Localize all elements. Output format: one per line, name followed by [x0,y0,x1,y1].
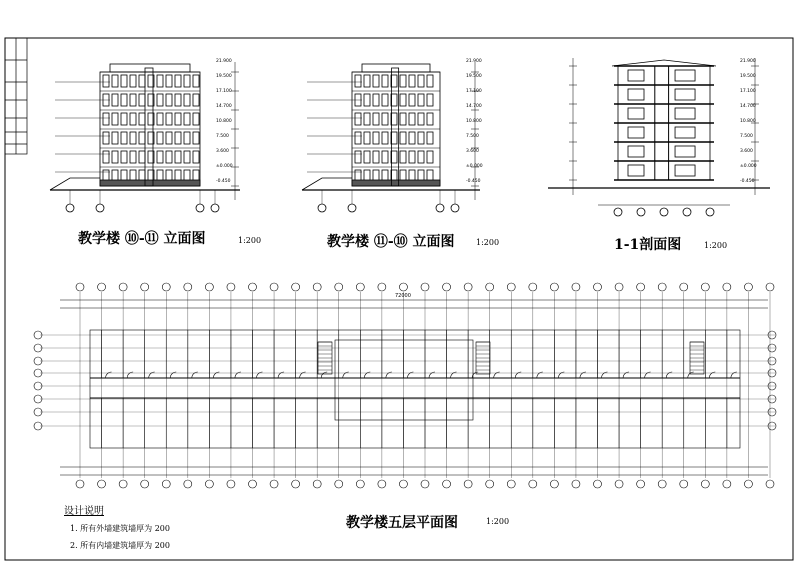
axis-bubble-top [98,283,106,291]
axis-bubble-bottom [356,480,364,488]
level-label: 17.100 [740,89,756,94]
window [184,75,190,87]
window [157,151,163,163]
window [409,113,415,125]
window [184,94,190,106]
window [112,75,118,87]
window [130,132,136,144]
design-notes-heading: 设计说明 [64,506,104,517]
window [427,94,433,106]
axis-bubble [348,204,356,212]
window [364,151,370,163]
section-title: 1-1剖面图 [614,237,682,253]
window [193,151,199,163]
axis-bubble-bottom [680,480,688,488]
axis-bubble-top [637,283,645,291]
axis-bubble [637,208,645,216]
level-label: 17.100 [216,89,232,94]
level-label: 19.500 [216,74,232,79]
axis-bubble-bottom [98,480,106,488]
axis-bubble-bottom [399,480,407,488]
level-label: 7.500 [740,134,753,139]
level-label: ±0.000 [216,164,233,169]
section-opening [628,146,644,157]
level-label: 19.500 [740,74,756,79]
axis-bubble-top [529,283,537,291]
axis-bubble-top [486,283,494,291]
window [112,113,118,125]
section-opening [628,165,644,176]
window [175,151,181,163]
axis-bubble-bottom [486,480,494,488]
axis-bubble-top [701,283,709,291]
floor-plan-scale: 1:200 [486,517,510,526]
axis-bubble-bottom [615,480,623,488]
window [130,94,136,106]
window [112,94,118,106]
window [166,94,172,106]
ramp [302,178,352,190]
window [373,75,379,87]
axis-bubble-bottom [744,480,752,488]
axis-bubble-bottom [378,480,386,488]
level-label: ±0.000 [466,164,483,169]
level-label: -0.450 [216,179,231,184]
window [409,151,415,163]
axis-bubble-bottom [637,480,645,488]
window [382,113,388,125]
axis-bubble [196,204,204,212]
axis-bubble-bottom [141,480,149,488]
section-scale: 1:200 [704,241,728,250]
level-label: 21.900 [740,59,756,64]
elevation-east-scale: 1:200 [238,236,262,245]
level-label: 3.600 [216,149,229,154]
axis-bubble-bottom [270,480,278,488]
axis-bubble [318,204,326,212]
window [175,75,181,87]
window [139,75,145,87]
window [166,151,172,163]
window [166,132,172,144]
window [103,132,109,144]
window [103,113,109,125]
window [418,94,424,106]
level-label: 19.500 [466,74,482,79]
axis-bubble-top [680,283,688,291]
elevation-east-drawing [50,62,240,212]
window [193,113,199,125]
axis-bubble-bottom [464,480,472,488]
level-label: ±0.000 [740,164,757,169]
window [382,94,388,106]
axis-bubble [614,208,622,216]
window [373,113,379,125]
window [355,75,361,87]
elevation-west-drawing [302,62,480,212]
window [139,132,145,144]
window [121,94,127,106]
section-opening [628,70,644,81]
stair-tower [392,68,399,186]
window [427,113,433,125]
window [418,113,424,125]
section-opening [675,146,695,157]
axis-bubble [96,204,104,212]
level-label: 3.600 [740,149,753,154]
window [427,75,433,87]
axis-bubble [436,204,444,212]
section-opening [628,108,644,119]
level-label: 10.800 [466,119,482,124]
axis-bubble-bottom [529,480,537,488]
axis-bubble-top [744,283,752,291]
window [193,94,199,106]
axis-bubble-top [507,283,515,291]
level-label: 14.700 [216,104,232,109]
floor-plan-title: 教学楼五层平面图 [346,515,458,531]
axis-bubble [66,204,74,212]
axis-bubble-top [292,283,300,291]
axis-bubble-top [270,283,278,291]
design-note-item: 2. 所有内墙建筑墙厚为 200 [70,541,170,550]
axis-bubble-top [249,283,257,291]
window [193,75,199,87]
window [130,113,136,125]
base-band [100,180,200,186]
axis-bubble-top [378,283,386,291]
axis-bubble-top [335,283,343,291]
window [409,94,415,106]
design-note-item: 1. 所有外墙建筑墙厚为 200 [70,524,170,533]
window [112,132,118,144]
axis-bubble-top [443,283,451,291]
window [364,75,370,87]
window [373,151,379,163]
title-block [5,38,27,154]
level-label: 10.800 [216,119,232,124]
axis-bubble-bottom [594,480,602,488]
axis-bubble-bottom [227,480,235,488]
axis-bubble-top [399,283,407,291]
axis-bubble-bottom [507,480,515,488]
window [400,151,406,163]
level-label: 7.500 [216,134,229,139]
section-opening [675,89,695,100]
window [355,151,361,163]
axis-bubble-bottom [572,480,580,488]
window [175,113,181,125]
window [373,132,379,144]
window [382,75,388,87]
axis-bubble-top [119,283,127,291]
axis-bubble-top [205,283,213,291]
window [418,151,424,163]
level-label: -0.450 [740,179,755,184]
window [364,113,370,125]
base-band [352,180,440,186]
floor-plan-drawing [34,283,776,488]
level-label: 10.800 [740,119,756,124]
axis-bubble-bottom [184,480,192,488]
window [184,151,190,163]
axis-bubble-top [464,283,472,291]
overall-dimension: 72000 [395,293,411,299]
axis-bubble-top [615,283,623,291]
window [121,151,127,163]
window [364,94,370,106]
window [157,94,163,106]
section-opening [628,89,644,100]
axis-bubble-bottom [292,480,300,488]
section-drawing [548,58,770,216]
window [184,113,190,125]
window [157,113,163,125]
axis-bubble-top [313,283,321,291]
window [121,132,127,144]
window [427,132,433,144]
window [166,75,172,87]
axis-bubble-bottom [723,480,731,488]
axis-bubble-bottom [443,480,451,488]
axis-bubble-top [766,283,774,291]
window [400,75,406,87]
plan-outer-wall [90,330,740,448]
axis-bubble-top [227,283,235,291]
roof-line [612,60,716,66]
window [157,132,163,144]
window [166,113,172,125]
window [175,132,181,144]
window [418,75,424,87]
ramp [50,178,100,190]
window [382,151,388,163]
window [373,94,379,106]
window [409,132,415,144]
level-label: 17.100 [466,89,482,94]
window [157,75,163,87]
axis-bubble-top [421,283,429,291]
axis-bubble-top [356,283,364,291]
axis-bubble-top [162,283,170,291]
axis-bubble-top [594,283,602,291]
window [112,151,118,163]
axis-bubble-top [141,283,149,291]
axis-bubble-top [550,283,558,291]
level-label: 3.600 [466,149,479,154]
window [409,75,415,87]
window [364,132,370,144]
window [382,132,388,144]
axis-bubble-bottom [162,480,170,488]
window [427,151,433,163]
section-opening [675,108,695,119]
stair-tower [145,68,153,186]
axis-bubble-bottom [313,480,321,488]
window [175,94,181,106]
axis-bubble [706,208,714,216]
axis-bubble-bottom [205,480,213,488]
level-label: 14.700 [740,104,756,109]
section-opening [675,127,695,138]
window [130,151,136,163]
axis-bubble-bottom [658,480,666,488]
window [418,132,424,144]
window [355,113,361,125]
axis-bubble-top [572,283,580,291]
window [400,113,406,125]
level-label: 14.700 [466,104,482,109]
window [400,94,406,106]
elevation-level-labels [216,58,757,299]
elevation-east-title: 教学楼 ⑩-⑪ 立面图 [78,231,206,247]
elevation-west-scale: 1:200 [476,238,500,247]
axis-bubble-bottom [550,480,558,488]
axis-bubble-bottom [766,480,774,488]
axis-bubble-bottom [76,480,84,488]
window [139,94,145,106]
axis-bubble-top [184,283,192,291]
section-opening [628,127,644,138]
window [139,113,145,125]
level-label: 21.900 [216,59,232,64]
window [355,132,361,144]
section-opening [675,165,695,176]
level-label: -0.450 [466,179,481,184]
central-hall [335,340,473,420]
section-opening [675,70,695,81]
axis-bubble-top [723,283,731,291]
window [103,75,109,87]
axis-bubble-top [76,283,84,291]
window [103,151,109,163]
window [130,75,136,87]
window [121,113,127,125]
axis-bubble-bottom [119,480,127,488]
axis-bubble-bottom [249,480,257,488]
elevation-west-title: 教学楼 ⑪-⑩ 立面图 [327,234,455,250]
axis-bubble [451,204,459,212]
axis-bubble-bottom [421,480,429,488]
axis-bubble [683,208,691,216]
window [193,132,199,144]
window [184,132,190,144]
axis-bubble-bottom [701,480,709,488]
level-label: 21.900 [466,59,482,64]
axis-bubble-top [658,283,666,291]
window [139,151,145,163]
level-label: 7.500 [466,134,479,139]
axis-bubble [211,204,219,212]
axis-bubble [660,208,668,216]
window [121,75,127,87]
axis-bubble-bottom [335,480,343,488]
window [400,132,406,144]
